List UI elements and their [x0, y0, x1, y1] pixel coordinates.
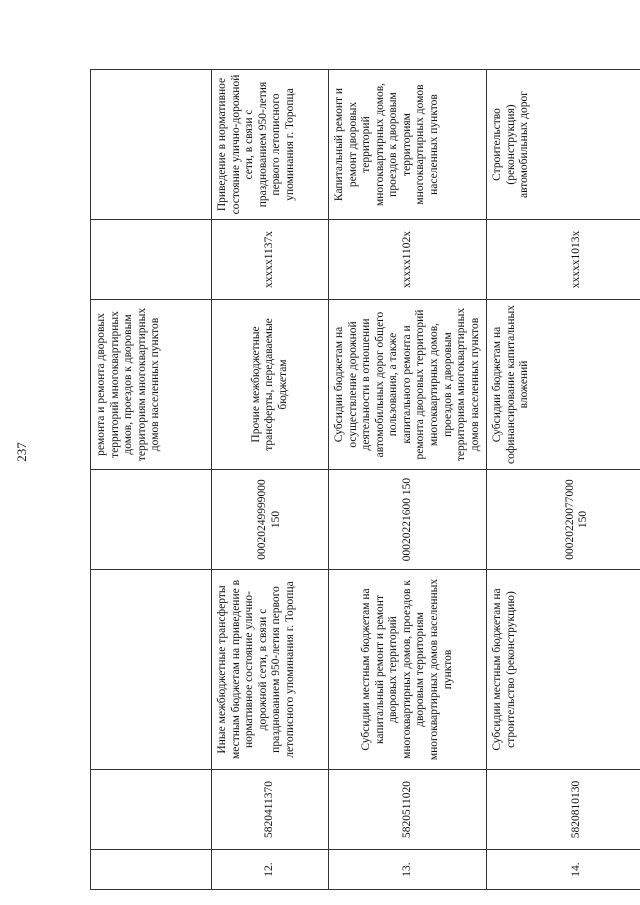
rotated-table-sheet	[90, 70, 610, 890]
page-number: 237	[14, 442, 29, 462]
cell-target-name: Строительство (реконструкция) автомобильных дорог	[487, 70, 640, 220]
table-row	[487, 70, 640, 890]
cell-income-name: ремонта и ремонта дворовых территорий многоквартирных домов, проездов к дворовым территориям многоквартирных домов населенных пунктов	[91, 300, 212, 470]
cell-target-name: Капитальный ремонт и ремонт дворовых территорий многоквартирных домов, проездов к дворовым территориям многоквартирных домов населенных пунктов	[329, 70, 487, 220]
cell-name: Иные межбюджетные трансферты местным бюджетам на приведение в нормативное состояние улично-дорожной сети, в связи с празднованием 950-летия первого летописного упоминания г. Торопца	[212, 570, 329, 770]
cell-name: Субсидии местным бюджетам на строительство (реконструкцию)	[487, 570, 640, 770]
cell-target-code: xxxxx1013x	[487, 220, 640, 300]
cell-target-name	[91, 70, 212, 220]
cell-income-name: Субсидии бюджетам на осуществление дорожной деятельности в отношении автомобильных дорог общего пользования, а также капитального ремонта и ремонта дворовых территорий многоквартирных домов, проездов к дворовым территориям многоквартирных домов населенных пунктов	[329, 300, 487, 470]
cell-target-code	[91, 220, 212, 300]
cell-target-code: xxxxx1137x	[212, 220, 329, 300]
cell-num: 13.	[329, 850, 487, 890]
cell-income-name: Субсидии бюджетам на софинансирование капитальных вложений	[487, 300, 640, 470]
cell-income-code: 00020249999000 150	[212, 470, 329, 570]
cell-code	[91, 770, 212, 850]
cell-num: 14.	[487, 850, 640, 890]
cell-income-code	[91, 470, 212, 570]
cell-target-code: xxxxx1102x	[329, 220, 487, 300]
cell-code: 5820411370	[212, 770, 329, 850]
table-row	[212, 70, 329, 890]
cell-code: 5820511020	[329, 770, 487, 850]
table-row	[329, 70, 487, 890]
cell-num: 12.	[212, 850, 329, 890]
budget-table	[90, 69, 640, 890]
cell-num	[91, 850, 212, 890]
cell-income-code: 00020220077000 150	[487, 470, 640, 570]
cell-income-name: Прочие межбюджетные трансферты, передаваемые бюджетам	[212, 300, 329, 470]
cell-target-name: Приведение в нормативное состояние улично-дорожной сети, в связи с празднованием 950-летия первого летописного упоминания г. Торопца	[212, 70, 329, 220]
table-row-continuation	[91, 70, 212, 890]
cell-name: Субсидии местным бюджетам на капитальный ремонт и ремонт дворовых территорий многоквартирных домов, проездов к дворовым территориям многоквартирных домов населенных пунктов	[329, 570, 487, 770]
cell-code: 5820810130	[487, 770, 640, 850]
cell-income-code: 00020221600 150	[329, 470, 487, 570]
cell-name	[91, 570, 212, 770]
